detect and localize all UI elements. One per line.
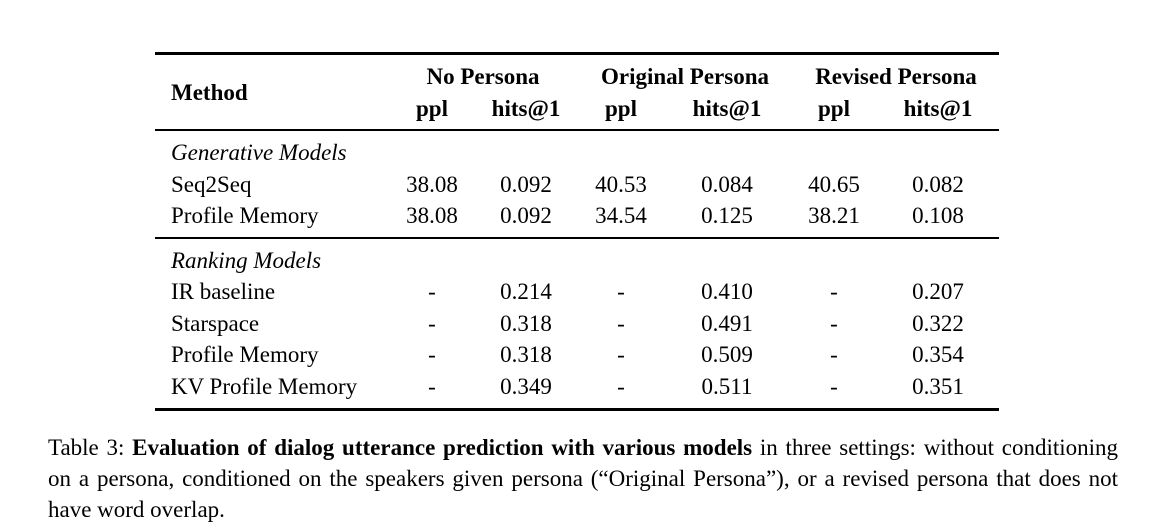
section-title: Generative Models xyxy=(171,140,347,165)
caption-label: Table 3: xyxy=(48,435,133,460)
row-value: - xyxy=(428,374,436,399)
row-value: 0.082 xyxy=(912,172,964,197)
row-value: 0.108 xyxy=(912,203,964,228)
section-title: Ranking Models xyxy=(171,248,322,273)
row-method: IR baseline xyxy=(171,279,276,304)
caption-text: in three settings: without conditioning on a persona, conditioned on the speakers given persona (“Original Persona”), or a revised persona that does not have word overlap. xyxy=(48,435,1119,522)
row-value: 38.08 xyxy=(406,203,458,228)
row-value: 0.125 xyxy=(701,203,753,228)
row-value: 0.092 xyxy=(500,203,552,228)
header-rule xyxy=(155,129,999,131)
header-method: Method xyxy=(171,80,248,105)
caption-bold: Evaluation of dialog utterance prediction with various models xyxy=(132,435,753,460)
header-group-revised-persona: Revised Persona xyxy=(815,64,977,89)
row-value: 0.354 xyxy=(912,342,964,367)
row-value: - xyxy=(617,311,625,336)
top-rule xyxy=(155,52,999,55)
row-value: - xyxy=(617,279,625,304)
header-subcol: ppl xyxy=(416,96,448,121)
row-method: Profile Memory xyxy=(171,203,319,228)
row-value: 0.322 xyxy=(912,311,964,336)
row-value: 0.084 xyxy=(701,172,753,197)
row-value: 38.21 xyxy=(808,203,860,228)
row-value: 38.08 xyxy=(406,172,458,197)
row-value: 0.511 xyxy=(701,374,753,399)
row-value: 0.214 xyxy=(500,279,552,304)
row-value: - xyxy=(830,342,838,367)
row-value: - xyxy=(428,311,436,336)
header-subcol: ppl xyxy=(818,96,850,121)
bottom-rule xyxy=(155,408,999,411)
row-value: 0.349 xyxy=(500,374,552,399)
row-method: Profile Memory xyxy=(171,342,319,367)
header-subcol: hits@1 xyxy=(903,96,973,121)
header-group-no-persona: No Persona xyxy=(426,64,540,89)
row-value: 0.318 xyxy=(500,342,552,367)
row-value: 0.318 xyxy=(500,311,552,336)
row-value: - xyxy=(830,374,838,399)
section-rule xyxy=(155,237,999,239)
header-subcol: hits@1 xyxy=(692,96,762,121)
table-caption xyxy=(48,432,1118,525)
row-method: Starspace xyxy=(171,311,260,336)
row-value: 34.54 xyxy=(595,203,647,228)
row-value: 40.53 xyxy=(595,172,647,197)
row-value: - xyxy=(617,342,625,367)
row-value: - xyxy=(617,374,625,399)
header-subcol: ppl xyxy=(605,96,637,121)
row-method: KV Profile Memory xyxy=(171,374,358,399)
row-value: - xyxy=(830,311,838,336)
row-value: 0.410 xyxy=(701,279,753,304)
row-value: 0.092 xyxy=(500,172,552,197)
row-value: 40.65 xyxy=(808,172,860,197)
header-subcol: hits@1 xyxy=(491,96,561,121)
row-value: - xyxy=(428,279,436,304)
row-value: 0.491 xyxy=(701,311,753,336)
row-value: - xyxy=(428,342,436,367)
header-group-original-persona: Original Persona xyxy=(600,64,770,89)
row-method: Seq2Seq xyxy=(171,172,252,197)
row-value: 0.351 xyxy=(912,374,964,399)
row-value: 0.207 xyxy=(912,279,964,304)
row-value: - xyxy=(830,279,838,304)
row-value: 0.509 xyxy=(701,342,753,367)
